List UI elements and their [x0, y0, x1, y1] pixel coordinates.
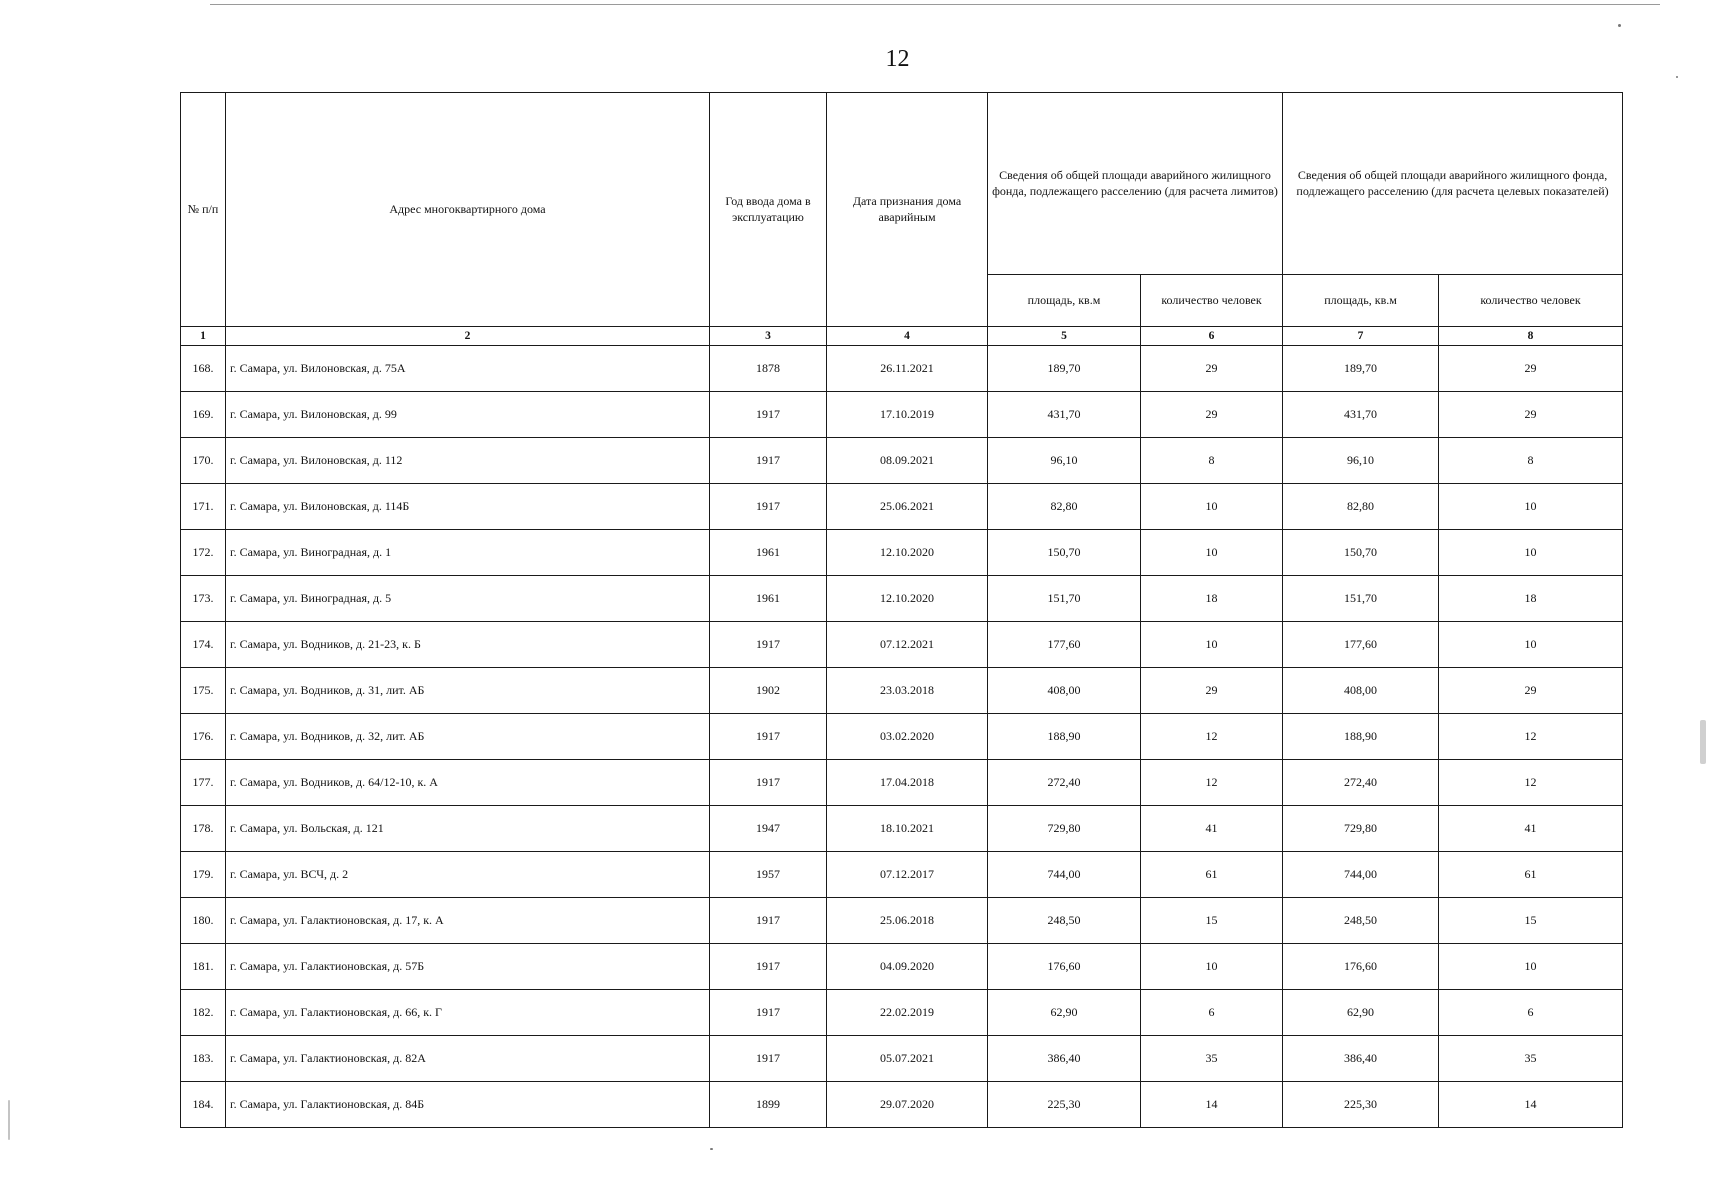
area-targets-cell: 96,10 [1283, 438, 1439, 484]
header-area-targets: площадь, кв.м [1283, 275, 1439, 327]
date-cell: 05.07.2021 [827, 1036, 988, 1082]
area-limits-cell: 151,70 [988, 576, 1141, 622]
people-targets-cell: 61 [1439, 852, 1623, 898]
people-targets-cell: 29 [1439, 668, 1623, 714]
scan-speck [8, 1100, 10, 1140]
table-row [181, 806, 1623, 852]
year-cell: 1961 [710, 576, 827, 622]
year-cell: 1917 [710, 760, 827, 806]
address-cell: г. Самара, ул. Виноградная, д. 5 [226, 576, 710, 622]
year-cell: 1917 [710, 484, 827, 530]
row-number: 170. [181, 438, 226, 484]
area-limits-cell: 386,40 [988, 1036, 1141, 1082]
year-cell: 1899 [710, 1082, 827, 1128]
column-number: 8 [1439, 327, 1623, 346]
area-targets-cell: 248,50 [1283, 898, 1439, 944]
date-cell: 25.06.2021 [827, 484, 988, 530]
address-cell: г. Самара, ул. Галактионовская, д. 84Б [226, 1082, 710, 1128]
scan-speck [1676, 76, 1678, 78]
year-cell: 1917 [710, 944, 827, 990]
scan-speck [1700, 720, 1706, 764]
year-cell: 1878 [710, 346, 827, 392]
address-cell: г. Самара, ул. Галактионовская, д. 82А [226, 1036, 710, 1082]
year-cell: 1902 [710, 668, 827, 714]
table-row [181, 438, 1623, 484]
people-limits-cell: 61 [1141, 852, 1283, 898]
people-limits-cell: 8 [1141, 438, 1283, 484]
row-number: 173. [181, 576, 226, 622]
area-limits-cell: 177,60 [988, 622, 1141, 668]
people-targets-cell: 18 [1439, 576, 1623, 622]
column-number: 4 [827, 327, 988, 346]
area-limits-cell: 744,00 [988, 852, 1141, 898]
table-row [181, 576, 1623, 622]
table-row [181, 668, 1623, 714]
people-limits-cell: 35 [1141, 1036, 1283, 1082]
header-people-targets: количество человек [1439, 275, 1623, 327]
area-targets-cell: 177,60 [1283, 622, 1439, 668]
people-limits-cell: 6 [1141, 990, 1283, 1036]
people-targets-cell: 14 [1439, 1082, 1623, 1128]
year-cell: 1917 [710, 392, 827, 438]
address-cell: г. Самара, ул. Виноградная, д. 1 [226, 530, 710, 576]
people-targets-cell: 8 [1439, 438, 1623, 484]
column-number: 2 [226, 327, 710, 346]
area-limits-cell: 729,80 [988, 806, 1141, 852]
address-cell: г. Самара, ул. Галактионовская, д. 57Б [226, 944, 710, 990]
table-row [181, 898, 1623, 944]
people-limits-cell: 12 [1141, 760, 1283, 806]
date-cell: 08.09.2021 [827, 438, 988, 484]
table-row [181, 622, 1623, 668]
address-cell: г. Самара, ул. Водников, д. 64/12-10, к. А [226, 760, 710, 806]
date-cell: 18.10.2021 [827, 806, 988, 852]
people-limits-cell: 18 [1141, 576, 1283, 622]
date-cell: 07.12.2017 [827, 852, 988, 898]
row-number: 171. [181, 484, 226, 530]
area-targets-cell: 176,60 [1283, 944, 1439, 990]
people-limits-cell: 10 [1141, 622, 1283, 668]
people-targets-cell: 6 [1439, 990, 1623, 1036]
row-number: 169. [181, 392, 226, 438]
area-limits-cell: 62,90 [988, 990, 1141, 1036]
people-targets-cell: 29 [1439, 392, 1623, 438]
area-limits-cell: 96,10 [988, 438, 1141, 484]
header-group-targets: Сведения об общей площади аварийного жилищного фонда, подлежащего расселению (для расчета целевых показателей) [1283, 93, 1623, 275]
row-number: 180. [181, 898, 226, 944]
area-targets-cell: 386,40 [1283, 1036, 1439, 1082]
date-cell: 29.07.2020 [827, 1082, 988, 1128]
date-cell: 26.11.2021 [827, 346, 988, 392]
date-cell: 25.06.2018 [827, 898, 988, 944]
address-cell: г. Самара, ул. Водников, д. 21-23, к. Б [226, 622, 710, 668]
row-number: 172. [181, 530, 226, 576]
header-address: Адрес многоквартирного дома [226, 93, 710, 327]
row-number: 168. [181, 346, 226, 392]
date-cell: 17.10.2019 [827, 392, 988, 438]
area-targets-cell: 188,90 [1283, 714, 1439, 760]
area-targets-cell: 151,70 [1283, 576, 1439, 622]
date-cell: 12.10.2020 [827, 576, 988, 622]
area-limits-cell: 82,80 [988, 484, 1141, 530]
header-group-limits: Сведения об общей площади аварийного жилищного фонда, подлежащего расселению (для расчета лимитов) [988, 93, 1283, 275]
area-targets-cell: 272,40 [1283, 760, 1439, 806]
people-targets-cell: 10 [1439, 622, 1623, 668]
area-limits-cell: 188,90 [988, 714, 1141, 760]
people-targets-cell: 29 [1439, 346, 1623, 392]
address-cell: г. Самара, ул. Галактионовская, д. 17, к. А [226, 898, 710, 944]
address-cell: г. Самара, ул. Водников, д. 31, лит. АБ [226, 668, 710, 714]
area-targets-cell: 729,80 [1283, 806, 1439, 852]
address-cell: г. Самара, ул. Вилоновская, д. 99 [226, 392, 710, 438]
area-limits-cell: 408,00 [988, 668, 1141, 714]
people-targets-cell: 10 [1439, 484, 1623, 530]
year-cell: 1947 [710, 806, 827, 852]
people-limits-cell: 15 [1141, 898, 1283, 944]
people-targets-cell: 10 [1439, 530, 1623, 576]
address-cell: г. Самара, ул. Вилоновская, д. 75А [226, 346, 710, 392]
people-limits-cell: 10 [1141, 944, 1283, 990]
people-limits-cell: 29 [1141, 346, 1283, 392]
date-cell: 17.04.2018 [827, 760, 988, 806]
area-targets-cell: 62,90 [1283, 990, 1439, 1036]
address-cell: г. Самара, ул. Вилоновская, д. 112 [226, 438, 710, 484]
header-people-limits: количество человек [1141, 275, 1283, 327]
header-date: Дата признания дома аварийным [827, 93, 988, 327]
year-cell: 1917 [710, 622, 827, 668]
area-limits-cell: 225,30 [988, 1082, 1141, 1128]
area-targets-cell: 82,80 [1283, 484, 1439, 530]
area-limits-cell: 431,70 [988, 392, 1141, 438]
row-number: 178. [181, 806, 226, 852]
people-targets-cell: 35 [1439, 1036, 1623, 1082]
table-row [181, 392, 1623, 438]
table-row [181, 760, 1623, 806]
table-row [181, 1036, 1623, 1082]
date-cell: 22.02.2019 [827, 990, 988, 1036]
page-number: 12 [885, 46, 910, 72]
row-number: 182. [181, 990, 226, 1036]
table-row [181, 944, 1623, 990]
header-num: № п/п [181, 93, 226, 327]
row-number: 174. [181, 622, 226, 668]
date-cell: 04.09.2020 [827, 944, 988, 990]
row-number: 184. [181, 1082, 226, 1128]
table-row [181, 714, 1623, 760]
area-limits-cell: 248,50 [988, 898, 1141, 944]
table-row [181, 990, 1623, 1036]
housing-table [180, 92, 1623, 1128]
people-targets-cell: 41 [1439, 806, 1623, 852]
address-cell: г. Самара, ул. ВСЧ, д. 2 [226, 852, 710, 898]
area-targets-cell: 150,70 [1283, 530, 1439, 576]
date-cell: 03.02.2020 [827, 714, 988, 760]
column-number: 1 [181, 327, 226, 346]
year-cell: 1917 [710, 1036, 827, 1082]
address-cell: г. Самара, ул. Водников, д. 32, лит. АБ [226, 714, 710, 760]
scan-speck [710, 1148, 713, 1150]
header-year: Год ввода дома в эксплуатацию [710, 93, 827, 327]
column-number: 6 [1141, 327, 1283, 346]
year-cell: 1961 [710, 530, 827, 576]
people-targets-cell: 15 [1439, 898, 1623, 944]
people-limits-cell: 12 [1141, 714, 1283, 760]
area-limits-cell: 272,40 [988, 760, 1141, 806]
address-cell: г. Самара, ул. Галактионовская, д. 66, к. Г [226, 990, 710, 1036]
column-number: 5 [988, 327, 1141, 346]
column-number-row [181, 327, 1623, 346]
table-row [181, 484, 1623, 530]
column-number: 7 [1283, 327, 1439, 346]
area-targets-cell: 189,70 [1283, 346, 1439, 392]
area-targets-cell: 225,30 [1283, 1082, 1439, 1128]
row-number: 179. [181, 852, 226, 898]
people-limits-cell: 14 [1141, 1082, 1283, 1128]
people-targets-cell: 12 [1439, 760, 1623, 806]
year-cell: 1917 [710, 898, 827, 944]
year-cell: 1917 [710, 438, 827, 484]
table-row [181, 530, 1623, 576]
people-limits-cell: 29 [1141, 668, 1283, 714]
table-row [181, 1082, 1623, 1128]
date-cell: 07.12.2021 [827, 622, 988, 668]
scan-speck [1618, 24, 1621, 27]
row-number: 175. [181, 668, 226, 714]
row-number: 183. [181, 1036, 226, 1082]
area-targets-cell: 744,00 [1283, 852, 1439, 898]
address-cell: г. Самара, ул. Вилоновская, д. 114Б [226, 484, 710, 530]
column-number: 3 [710, 327, 827, 346]
table-row [181, 346, 1623, 392]
area-targets-cell: 408,00 [1283, 668, 1439, 714]
people-targets-cell: 10 [1439, 944, 1623, 990]
date-cell: 12.10.2020 [827, 530, 988, 576]
area-limits-cell: 189,70 [988, 346, 1141, 392]
people-targets-cell: 12 [1439, 714, 1623, 760]
people-limits-cell: 41 [1141, 806, 1283, 852]
scan-top-rule [210, 4, 1660, 5]
people-limits-cell: 10 [1141, 530, 1283, 576]
year-cell: 1917 [710, 990, 827, 1036]
people-limits-cell: 10 [1141, 484, 1283, 530]
table-body [181, 346, 1623, 1128]
area-limits-cell: 150,70 [988, 530, 1141, 576]
people-limits-cell: 29 [1141, 392, 1283, 438]
header-area-limits: площадь, кв.м [988, 275, 1141, 327]
year-cell: 1917 [710, 714, 827, 760]
date-cell: 23.03.2018 [827, 668, 988, 714]
table-row [181, 852, 1623, 898]
row-number: 177. [181, 760, 226, 806]
area-limits-cell: 176,60 [988, 944, 1141, 990]
address-cell: г. Самара, ул. Вольская, д. 121 [226, 806, 710, 852]
year-cell: 1957 [710, 852, 827, 898]
row-number: 181. [181, 944, 226, 990]
area-targets-cell: 431,70 [1283, 392, 1439, 438]
row-number: 176. [181, 714, 226, 760]
